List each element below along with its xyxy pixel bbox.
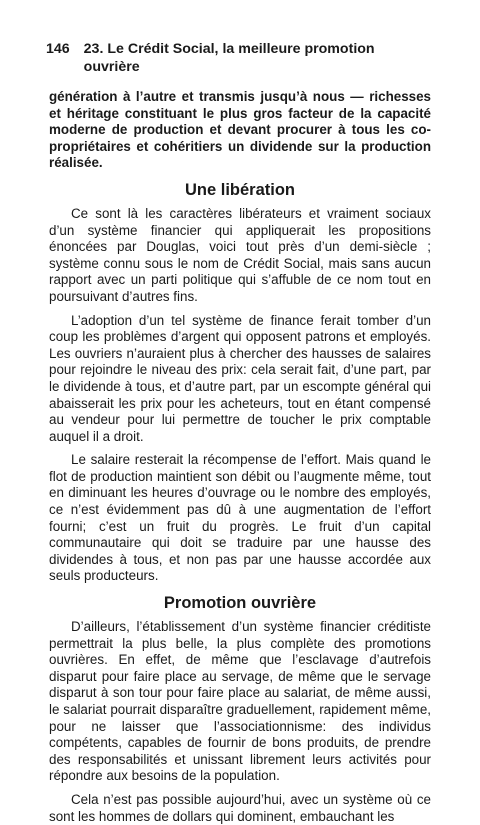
section-heading-liberation: Une libération xyxy=(184,180,295,199)
body-paragraph: L’adoption d’un tel système de finance ferait tomber d’un coup les problèmes d’argent qui opposent patrons et employés. Les ouvriers n’auraient plus à chercher des hausses de salaires pour rejoindre le niveau des prix: cela serait fait, d’une part, par le dividende à tous, et d’autre part, par un escompte général qui abaisserait les prix pour les acheteurs, tout en étant compensé au vendeur pour lui permettre de toucher le prix comptable auquel il a droit. xyxy=(49,312,431,444)
body-paragraph: Le salaire resterait la récompense de l’effort. Mais quand le flot de production maintient son débit ou l’augmente même, tout en diminuant les heures d’ouvrage ou le nombre des employés, ce n’est évidemment pas dû à une augmentation de l’effort fourni; c’est un fruit du progrès. Le fruit d’un capital communautaire qui doit se traduire par une hausse des dividendes à tous, et non pas par une hausse accordée aux seuls producteurs. xyxy=(49,452,431,584)
body-paragraph: Ce sont là les caractères libérateurs et vraiment sociaux d’un système financier qui appliquerait les propositions énoncées par Douglas, voici tout près d’un demi-siècle ; système connu sous le nom de Crédit Social, mais sans aucun rapport avec un parti politique qui s’affuble de ce nom tout en poursuivant d’autres fins. xyxy=(49,205,431,304)
body-paragraph: Cela n’est pas possible aujourd’hui, avec un système où ce sont les hommes de dollars qui dominent, embauchant les xyxy=(49,791,431,824)
lead-paragraph: génération à l’autre et transmis jusqu’à nous — richesses et héritage constituant le plus gros facteur de la capacité moderne de production et devant procurer à tous les co-propriétaires et cohéritiers un dividende sur la production réalisée. xyxy=(49,89,431,171)
body-paragraph: D’ailleurs, l’établissement d’un système financier créditiste permettrait la plus belle, la plus complète des promotions ouvrières. En effet, de même que l’esclavage d’autrefois disparut pour faire place au servage, de même que le servage disparut à son tour pour faire place au salariat, de même aussi, le salariat pourrait disparaître graduellement, rapidement même, pour ne laisser que l’associationnisme: des individus compétents, capables de fournir de bons produits, de prendre des responsabilités et unissant librement leurs activités pour répondre aux besoins de la population. xyxy=(49,619,431,784)
page-number: 146 xyxy=(46,41,70,57)
section-heading-promotion: Promotion ouvrière xyxy=(163,594,317,613)
chapter-title: 23. Le Crédit Social, la meilleure promotion ouvrière xyxy=(83,41,375,75)
running-header xyxy=(46,40,431,76)
